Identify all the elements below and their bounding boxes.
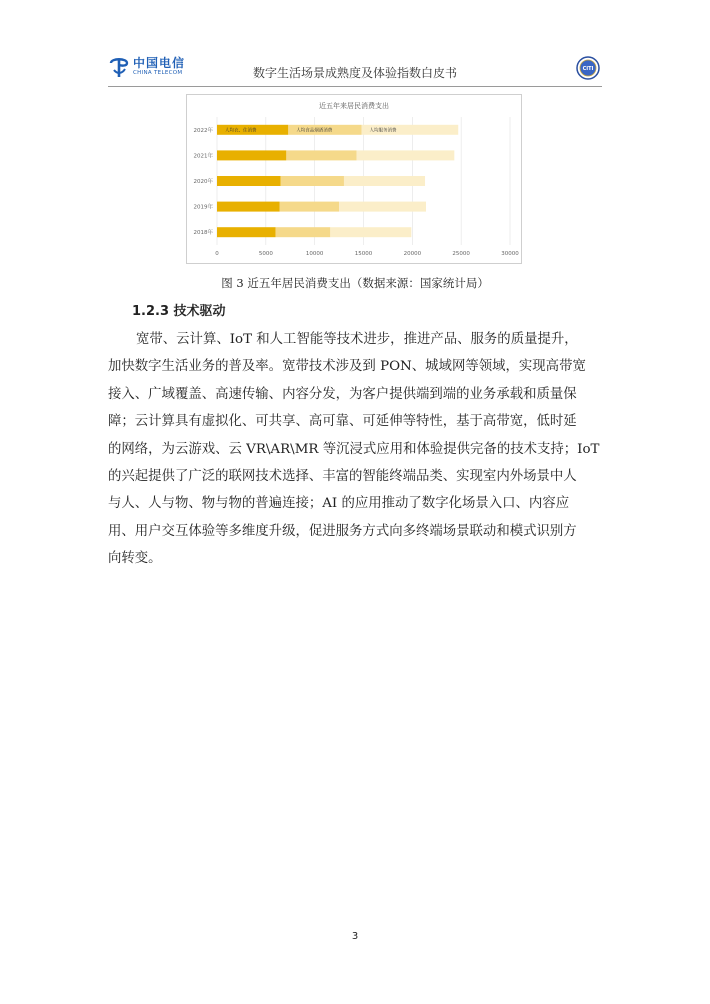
body-line: 用、用户交互体验等多维度升级，促进服务方式向多终端场景联动和模式识别方 bbox=[108, 523, 577, 539]
x-tick-label: 0 bbox=[215, 251, 219, 257]
document-title: 数字生活场景成熟度及体验指数白皮书 bbox=[252, 66, 457, 80]
body-line: 宽带、云计算、IoT 和人工智能等技术进步，推进产品、服务的质量提升， bbox=[136, 332, 578, 347]
bar-segment bbox=[276, 227, 331, 237]
figure-caption: 图 3 近五年居民消费支出（数据来源：国家统计局） bbox=[221, 276, 489, 290]
chart-bars bbox=[217, 125, 458, 237]
series-label: 人均衣、住消费 bbox=[225, 128, 257, 134]
citi-seal-icon bbox=[576, 56, 600, 80]
bar-segment bbox=[344, 176, 425, 186]
page-number: 3 bbox=[351, 931, 359, 942]
chart-x-ticks bbox=[215, 251, 519, 257]
bar-segment bbox=[217, 202, 280, 212]
bar-segment bbox=[330, 227, 411, 237]
seal-text: CITI bbox=[582, 66, 594, 73]
bar-segment bbox=[357, 150, 455, 160]
page-header bbox=[108, 50, 602, 90]
x-tick-label: 5000 bbox=[258, 251, 273, 257]
x-tick-label: 30000 bbox=[501, 251, 519, 257]
bar-segment bbox=[217, 227, 276, 237]
logo-english-name: CHINA TELECOM bbox=[133, 70, 183, 77]
section-number: 1.2.3 bbox=[132, 304, 170, 319]
section-title: 技术驱动 bbox=[173, 304, 226, 319]
bar-segment bbox=[280, 202, 340, 212]
body-line: 接入、广域覆盖、高速传输、内容分发，为客户提供端到端的业务承载和质量保 bbox=[108, 386, 577, 402]
x-tick-label: 10000 bbox=[305, 251, 324, 257]
x-tick-label: 20000 bbox=[403, 251, 422, 257]
y-tick-label: 2022年 bbox=[193, 127, 213, 134]
bar-segment bbox=[217, 176, 280, 186]
chart-canvas bbox=[187, 95, 521, 263]
body-line: 加快数字生活业务的普及率。宽带技术涉及到 PON、城域网等领域，实现高带宽 bbox=[108, 359, 586, 375]
chart-title: 近五年来居民消费支出 bbox=[319, 102, 389, 110]
y-tick-label: 2019年 bbox=[193, 204, 213, 211]
body-line: 的兴起提供了广泛的联网技术选择、丰富的智能终端品类、实现室内外场景中人 bbox=[108, 469, 577, 485]
y-tick-label: 2018年 bbox=[193, 230, 213, 237]
chart-legend-labels bbox=[225, 127, 397, 134]
bar-segment bbox=[339, 202, 426, 212]
bar-segment bbox=[280, 176, 343, 186]
bar-segment bbox=[286, 150, 356, 160]
logo-chinese-name: 中国电信 bbox=[133, 56, 186, 71]
body-paragraph bbox=[108, 326, 602, 573]
body-line: 障；云计算具有虚拟化、可共享、高可靠、可延伸等特性，基于高带宽，低时延 bbox=[108, 414, 577, 430]
series-label: 人均食品烟酒消费 bbox=[296, 128, 333, 134]
series-label: 人均服务消费 bbox=[369, 128, 397, 134]
body-line: 向转变。 bbox=[108, 551, 162, 567]
y-tick-label: 2021年 bbox=[193, 153, 213, 160]
x-tick-label: 15000 bbox=[354, 251, 373, 257]
header-divider bbox=[108, 86, 602, 87]
consumption-chart bbox=[186, 94, 522, 264]
section-heading bbox=[132, 300, 226, 319]
bar-segment bbox=[217, 150, 286, 160]
x-tick-label: 25000 bbox=[452, 251, 470, 257]
body-line: 与人、人与物、物与物的普遍连接；AI 的应用推动了数字化场景入口、内容应 bbox=[108, 496, 570, 512]
body-line: 的网络，为云游戏、云 VR\AR\MR 等沉浸式应用和体验提供完备的技术支持；IoT bbox=[108, 441, 600, 457]
y-tick-label: 2020年 bbox=[193, 179, 213, 185]
chart-y-ticks bbox=[194, 126, 214, 236]
